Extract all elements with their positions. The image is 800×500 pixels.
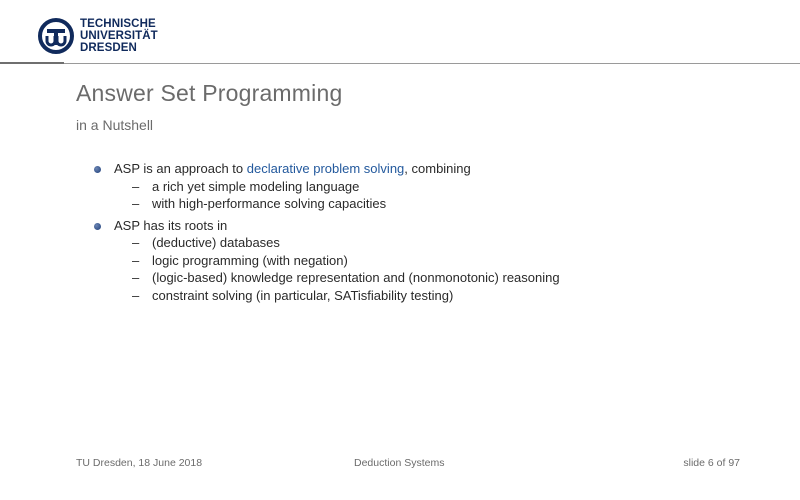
sub-bullet-item: [114, 269, 754, 287]
slide-subtitle: in a Nutshell: [76, 117, 154, 133]
bullet-item: [94, 160, 754, 213]
bullet-icon: [94, 166, 101, 173]
footer-date: TU Dresden, 18 June 2018: [76, 457, 203, 469]
bullet-icon: [94, 223, 101, 230]
sub-bullet-item: [114, 195, 754, 213]
footer-course: Deduction Systems: [354, 457, 445, 469]
sub-bullet-text: (deductive) databases: [152, 235, 280, 250]
sub-bullet-item: [114, 252, 754, 270]
sub-bullet-list: [114, 234, 754, 304]
tu-dresden-emblem-icon: [38, 18, 74, 54]
bullet-text-pre: ASP has its roots in: [114, 217, 228, 233]
logo-line-1: TECHNISCHE: [80, 18, 156, 30]
bullet-item: [94, 217, 754, 305]
logo-line-2: UNIVERSITÄT: [80, 30, 158, 42]
logo-wordmark: [80, 18, 158, 54]
sub-bullet-item: [114, 234, 754, 252]
dash-icon: –: [132, 287, 140, 303]
sub-bullet-text: a rich yet simple modeling language: [152, 178, 360, 194]
header-divider: [0, 63, 800, 64]
sub-bullet-item: [114, 178, 754, 196]
slide-content: [94, 160, 754, 308]
sub-bullet-item: [114, 287, 754, 305]
sub-bullet-list: [114, 178, 754, 213]
sub-bullet-text: with high-performance solving capacities: [152, 196, 387, 211]
tu-dresden-logo: [38, 18, 158, 54]
dash-icon: –: [132, 252, 140, 268]
logo-line-3: DRESDEN: [80, 42, 137, 54]
dash-icon: –: [132, 196, 140, 211]
dash-icon: –: [132, 178, 140, 194]
sub-bullet-text: logic programming (with negation): [152, 252, 348, 268]
footer-slide-number: slide 6 of 97: [683, 457, 740, 469]
dash-icon: –: [132, 270, 140, 285]
slide-title: Answer Set Programming: [76, 80, 343, 106]
bullet-text-pre: ASP is an approach to: [114, 161, 247, 176]
dash-icon: –: [132, 235, 140, 250]
bullet-text-post: , combining: [404, 161, 471, 176]
header-divider-accent: [0, 62, 64, 64]
sub-bullet-text: constraint solving (in particular, SATisfiability testing): [152, 287, 454, 303]
sub-bullet-text: (logic-based) knowledge representation and (nonmonotonic) reasoning: [152, 270, 560, 285]
bullet-text-highlight: declarative problem solving: [246, 161, 405, 176]
